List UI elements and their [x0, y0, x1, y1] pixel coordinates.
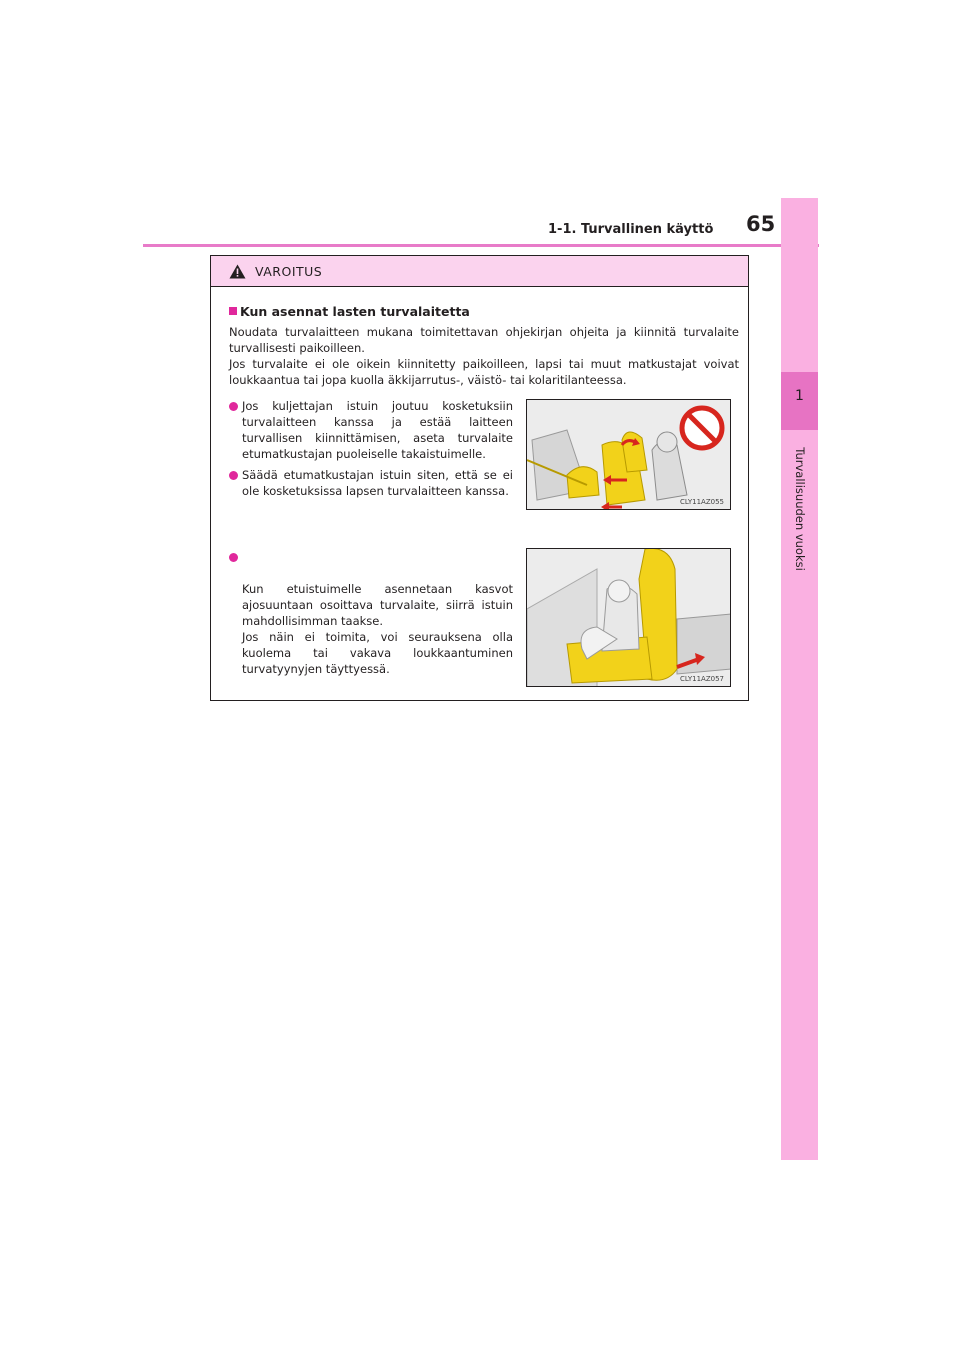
warning-label: VAROITUS	[255, 264, 323, 279]
bullet-text: Säädä etumatkustajan istuin siten, että se ei ole kosketuksissa lapsen turvalaitteen kanssa.	[242, 468, 513, 498]
bullet-dot-icon	[229, 471, 238, 480]
chapter-number: 1	[795, 388, 804, 404]
prohibited-icon	[682, 408, 722, 448]
bullet-dot-icon	[229, 402, 238, 411]
illustration-child-seat-rear	[526, 399, 731, 510]
illustration-front-seat	[526, 548, 731, 687]
bullet-text: Jos kuljettajan istuin joutuu kosketuksiin turvalaitteen kanssa ja estää laitteen turvallisen kiinnittämisen, aseta turvalaite etumatkustajan puoleiselle takaistuimelle.	[242, 399, 513, 461]
chapter-side-tab	[781, 198, 818, 1160]
bullet-text: Kun etuistuimelle asennetaan kasvot ajosuuntaan osoittava turvalaite, siirrä istuin mahdollisimman taakse. Jos näin ei toimita, voi seurauksena olla kuolema tai vakava loukkaantuminen turvatyynyjen täyttyessä.	[242, 582, 513, 676]
section-heading-text: Kun asennat lasten turvalaitetta	[240, 304, 470, 319]
child-seat-illustration	[527, 400, 731, 510]
warning-triangle-icon	[229, 264, 246, 279]
section-heading	[229, 304, 470, 319]
section-title: 1-1. Turvallinen käyttö	[548, 222, 714, 237]
front-seat-illustration	[527, 549, 731, 687]
figure-code: CLY11AZ055	[680, 498, 724, 506]
square-bullet-icon	[229, 307, 237, 315]
bullet-item	[229, 467, 513, 499]
chapter-title: Turvallisuuden vuoksi	[792, 447, 807, 571]
page-number: 65	[746, 212, 776, 236]
warning-paragraph: Noudata turvalaitteen mukana toimitettavan ohjekirjan ohjeita ja kiinnitä turvalaite turvallisesti paikoilleen.	[229, 325, 739, 355]
bullet-dot-icon	[229, 553, 238, 562]
warning-paragraph: Jos turvalaite ei ole oikein kiinnitetty paikoilleen, lapsi tai muut matkustajat voivat loukkaantua tai jopa kuolla äkkijarrutus-, väistö- tai kolaritilanteessa.	[229, 357, 739, 387]
header-divider	[143, 244, 819, 247]
chapter-title-container	[781, 438, 818, 580]
figure-code: CLY11AZ057	[680, 675, 724, 683]
warning-header	[211, 256, 748, 287]
bullet-item	[229, 549, 513, 677]
bullet-item	[229, 398, 513, 462]
warning-box	[210, 255, 749, 701]
